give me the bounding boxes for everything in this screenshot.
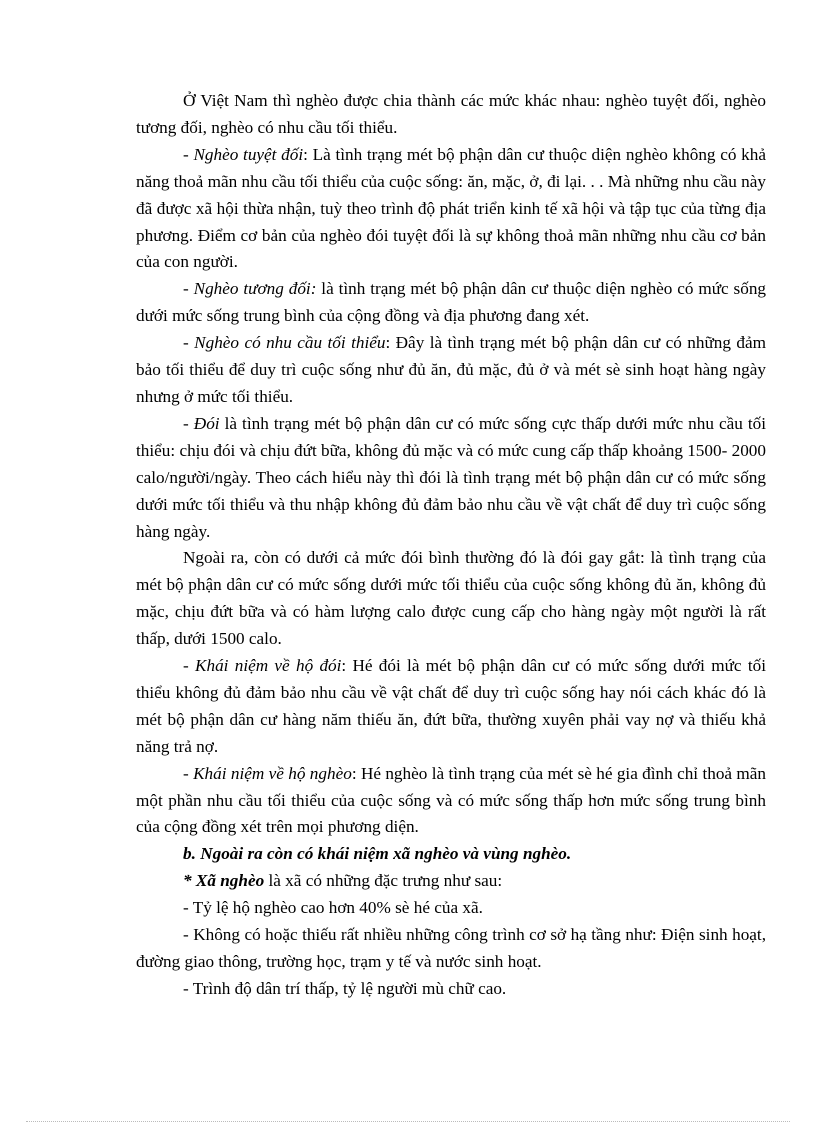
paragraph-absolute-poverty	[136, 142, 766, 277]
dash-prefix: -	[183, 763, 194, 783]
page-bottom-border	[26, 1121, 790, 1122]
paragraph-poor-household	[136, 761, 766, 842]
section-heading-b: b. Ngoài ra còn có khái niệm xã nghèo và vùng nghèo.	[183, 844, 572, 864]
term-hunger: Đói	[193, 413, 220, 433]
term-hungry-household: Khái niệm về hộ đói	[195, 656, 342, 676]
paragraph-poverty-levels: Ở Việt Nam thì nghèo được chia thành các mức khác nhau: nghèo tuyệt đối, nghèo tương đối, nghèo có nhu cầu tối thiểu.	[136, 91, 766, 137]
term-minimum-needs-poverty: Nghèo có nhu cầu tối thiểu	[194, 333, 386, 353]
list-item-infrastructure: - Không có hoặc thiếu rất nhiều những công trình cơ sở hạ tầng như: Điện sinh hoạt, đường giao thông, trường học, trạm y tế và nước sinh hoạt.	[136, 925, 766, 971]
paragraph-relative-poverty	[136, 276, 766, 330]
term-relative-poverty: Nghèo tương đối:	[193, 279, 317, 299]
dash-prefix: -	[183, 333, 195, 353]
definition-text: : Là tình trạng mét bộ phận dân cư thuộc diện nghèo không có khả năng thoả mãn nhu cầu tối thiểu của cuộc sống: ăn, mặc, ở, đi lại. . . Mà những nhu cầu này đã được xã hội thừa nhận, tuỳ theo trình độ phát triển kinh tế xã hội và tập tục của từng địa phương. Điểm cơ bản của nghèo đói tuyệt đối là sự không thoả mãn những nhu cầu cơ bản của con người.	[136, 144, 766, 272]
definition-text: là xã có những đặc trưng như sau:	[264, 871, 503, 891]
definition-text: là tình trạng mét bộ phận dân cư thuộc diện nghèo có mức sống dưới mức sống trung bình của cộng đồng và địa phương đang xét.	[136, 279, 767, 326]
dash-prefix: -	[183, 656, 196, 676]
paragraph-minimum-needs-poverty	[136, 330, 766, 411]
term-absolute-poverty: Nghèo tuyệt đối	[193, 144, 304, 164]
dash-prefix: -	[183, 279, 194, 299]
paragraph-poor-commune	[136, 868, 766, 895]
dash-prefix: -	[183, 413, 194, 433]
paragraph-hungry-household	[136, 653, 766, 761]
definition-text: : Đây là tình trạng mét bộ phận dân cư có những đảm bảo tối thiểu để duy trì cuộc sống như đủ ăn, đủ mặc, đủ ở và mét sè sinh hoạt hàng ngày nhưng ở mức tối thiểu.	[136, 333, 766, 406]
definition-text: : Hé nghèo là tình trạng của mét sè hé gia đình chỉ thoả mãn một phần nhu cầu tối thiểu của cuộc sống và có mức sống thấp hơn mức sống trung bình của cộng đồng xét trên mọi phương diện.	[136, 763, 766, 837]
document-page	[136, 88, 766, 1003]
term-poor-household: Khái niệm về hộ nghèo	[193, 763, 352, 783]
definition-text: : Hé đói là mét bộ phận dân cư có mức sống dưới mức tối thiểu không đủ đảm bảo nhu cầu về vật chất để duy trì cuộc sống hay nói cách khác đó là mét bộ phận dân cư hàng năm thiếu ăn, đứt bữa, thường xuyên phải vay nợ và thiếu khả năng trả nợ.	[136, 656, 766, 756]
list-item-education-level: - Trình độ dân trí thấp, tỷ lệ người mù chữ cao.	[183, 978, 507, 998]
list-item-poor-household-rate: - Tỷ lệ hộ nghèo cao hơn 40% sè hé của xã.	[183, 898, 483, 918]
definition-text: là tình trạng mét bộ phận dân cư có mức sống cực thấp dưới mức nhu cầu tối thiểu: chịu đói và chịu đứt bữa, không đủ mặc và có mức cung cấp thấp khoảng 1500- 2000 calo/người/ngày. Theo cách hiểu này thì đói là tình trạng mét bộ phận dân cư có mức sống dưới mức tối thiểu và thu nhập không đủ đảm bảo nhu cầu về vật chất để duy trì cuộc sống hàng ngày.	[136, 413, 766, 541]
paragraph-severe-hunger: Ngoài ra, còn có dưới cả mức đói bình thường đó là đói gay gắt: là tình trạng của mét bộ phận dân cư có mức sống dưới mức tối thiểu của cuộc sống không đủ ăn, không đủ mặc, chịu đứt bữa và có hàm lượng calo được cung cấp cho hàng ngày một người là rất thấp, dưới 1500 calo.	[136, 548, 766, 649]
dash-prefix: -	[183, 144, 194, 164]
paragraph-hunger	[136, 411, 766, 546]
term-poor-commune: * Xã nghèo	[183, 871, 265, 891]
